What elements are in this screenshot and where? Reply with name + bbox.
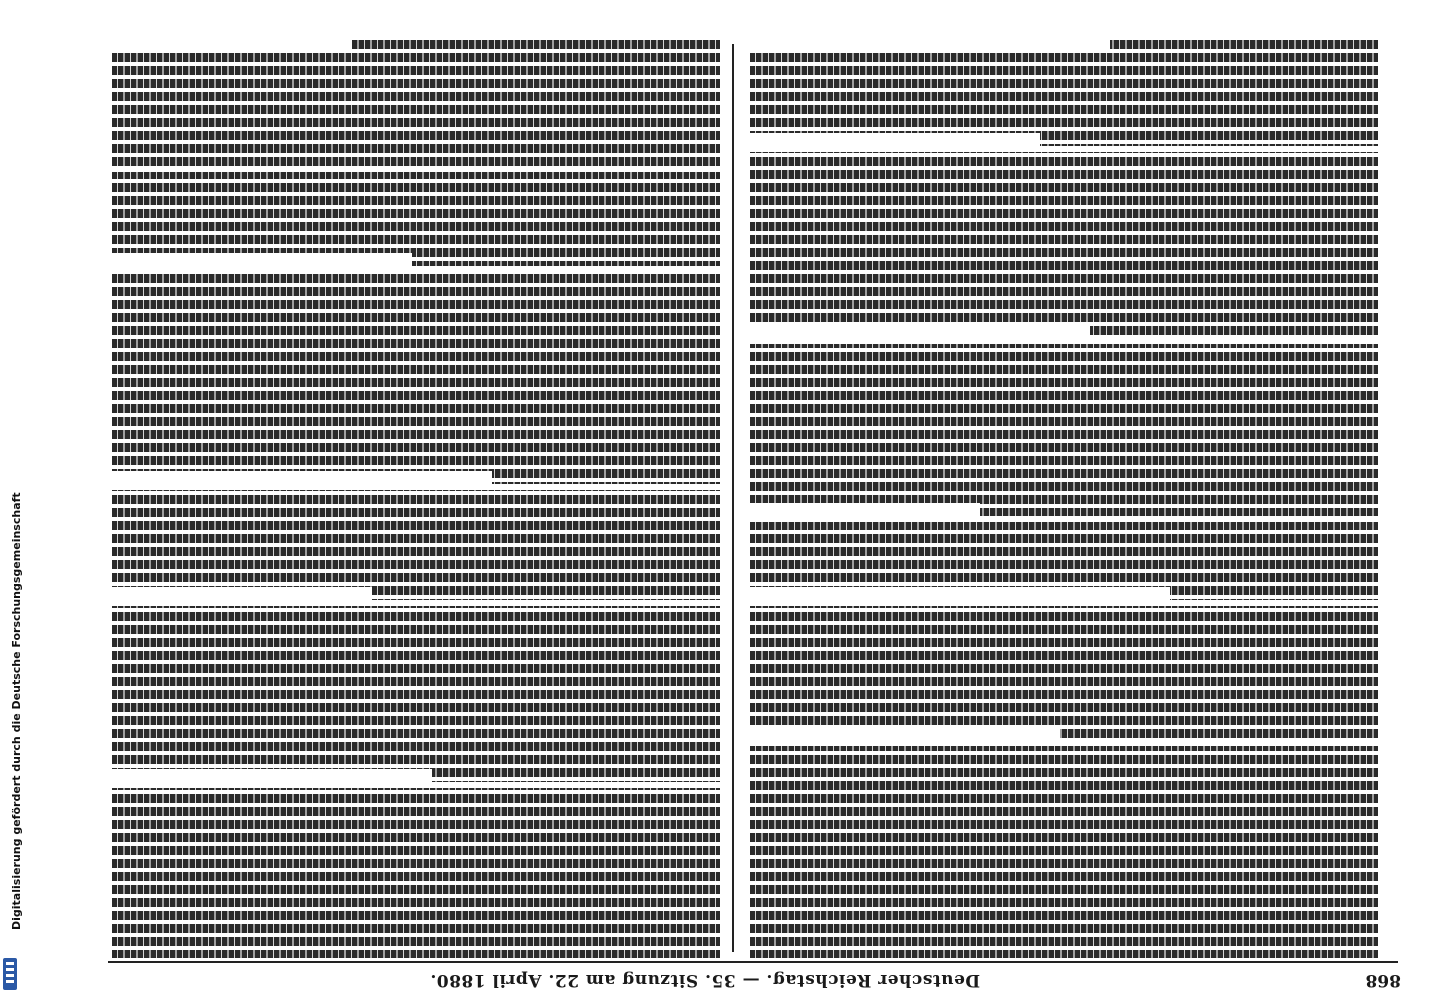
text-column-right bbox=[750, 40, 1378, 958]
page-number: 868 bbox=[1365, 970, 1401, 990]
running-head: Deutscher Reichstag. — 35. Sitzung am 22. April 1880. bbox=[429, 970, 981, 990]
credit-text: Digitalisierung gefördert durch die Deutsche Forschungsgemeinschaft bbox=[10, 492, 23, 930]
header-rule bbox=[108, 961, 1398, 963]
scanned-page bbox=[100, 40, 1410, 995]
dfg-logo-icon bbox=[3, 958, 17, 990]
page-header bbox=[100, 966, 1405, 992]
text-column-left bbox=[112, 40, 720, 958]
digitization-credit bbox=[0, 0, 23, 1000]
column-divider bbox=[732, 44, 734, 952]
